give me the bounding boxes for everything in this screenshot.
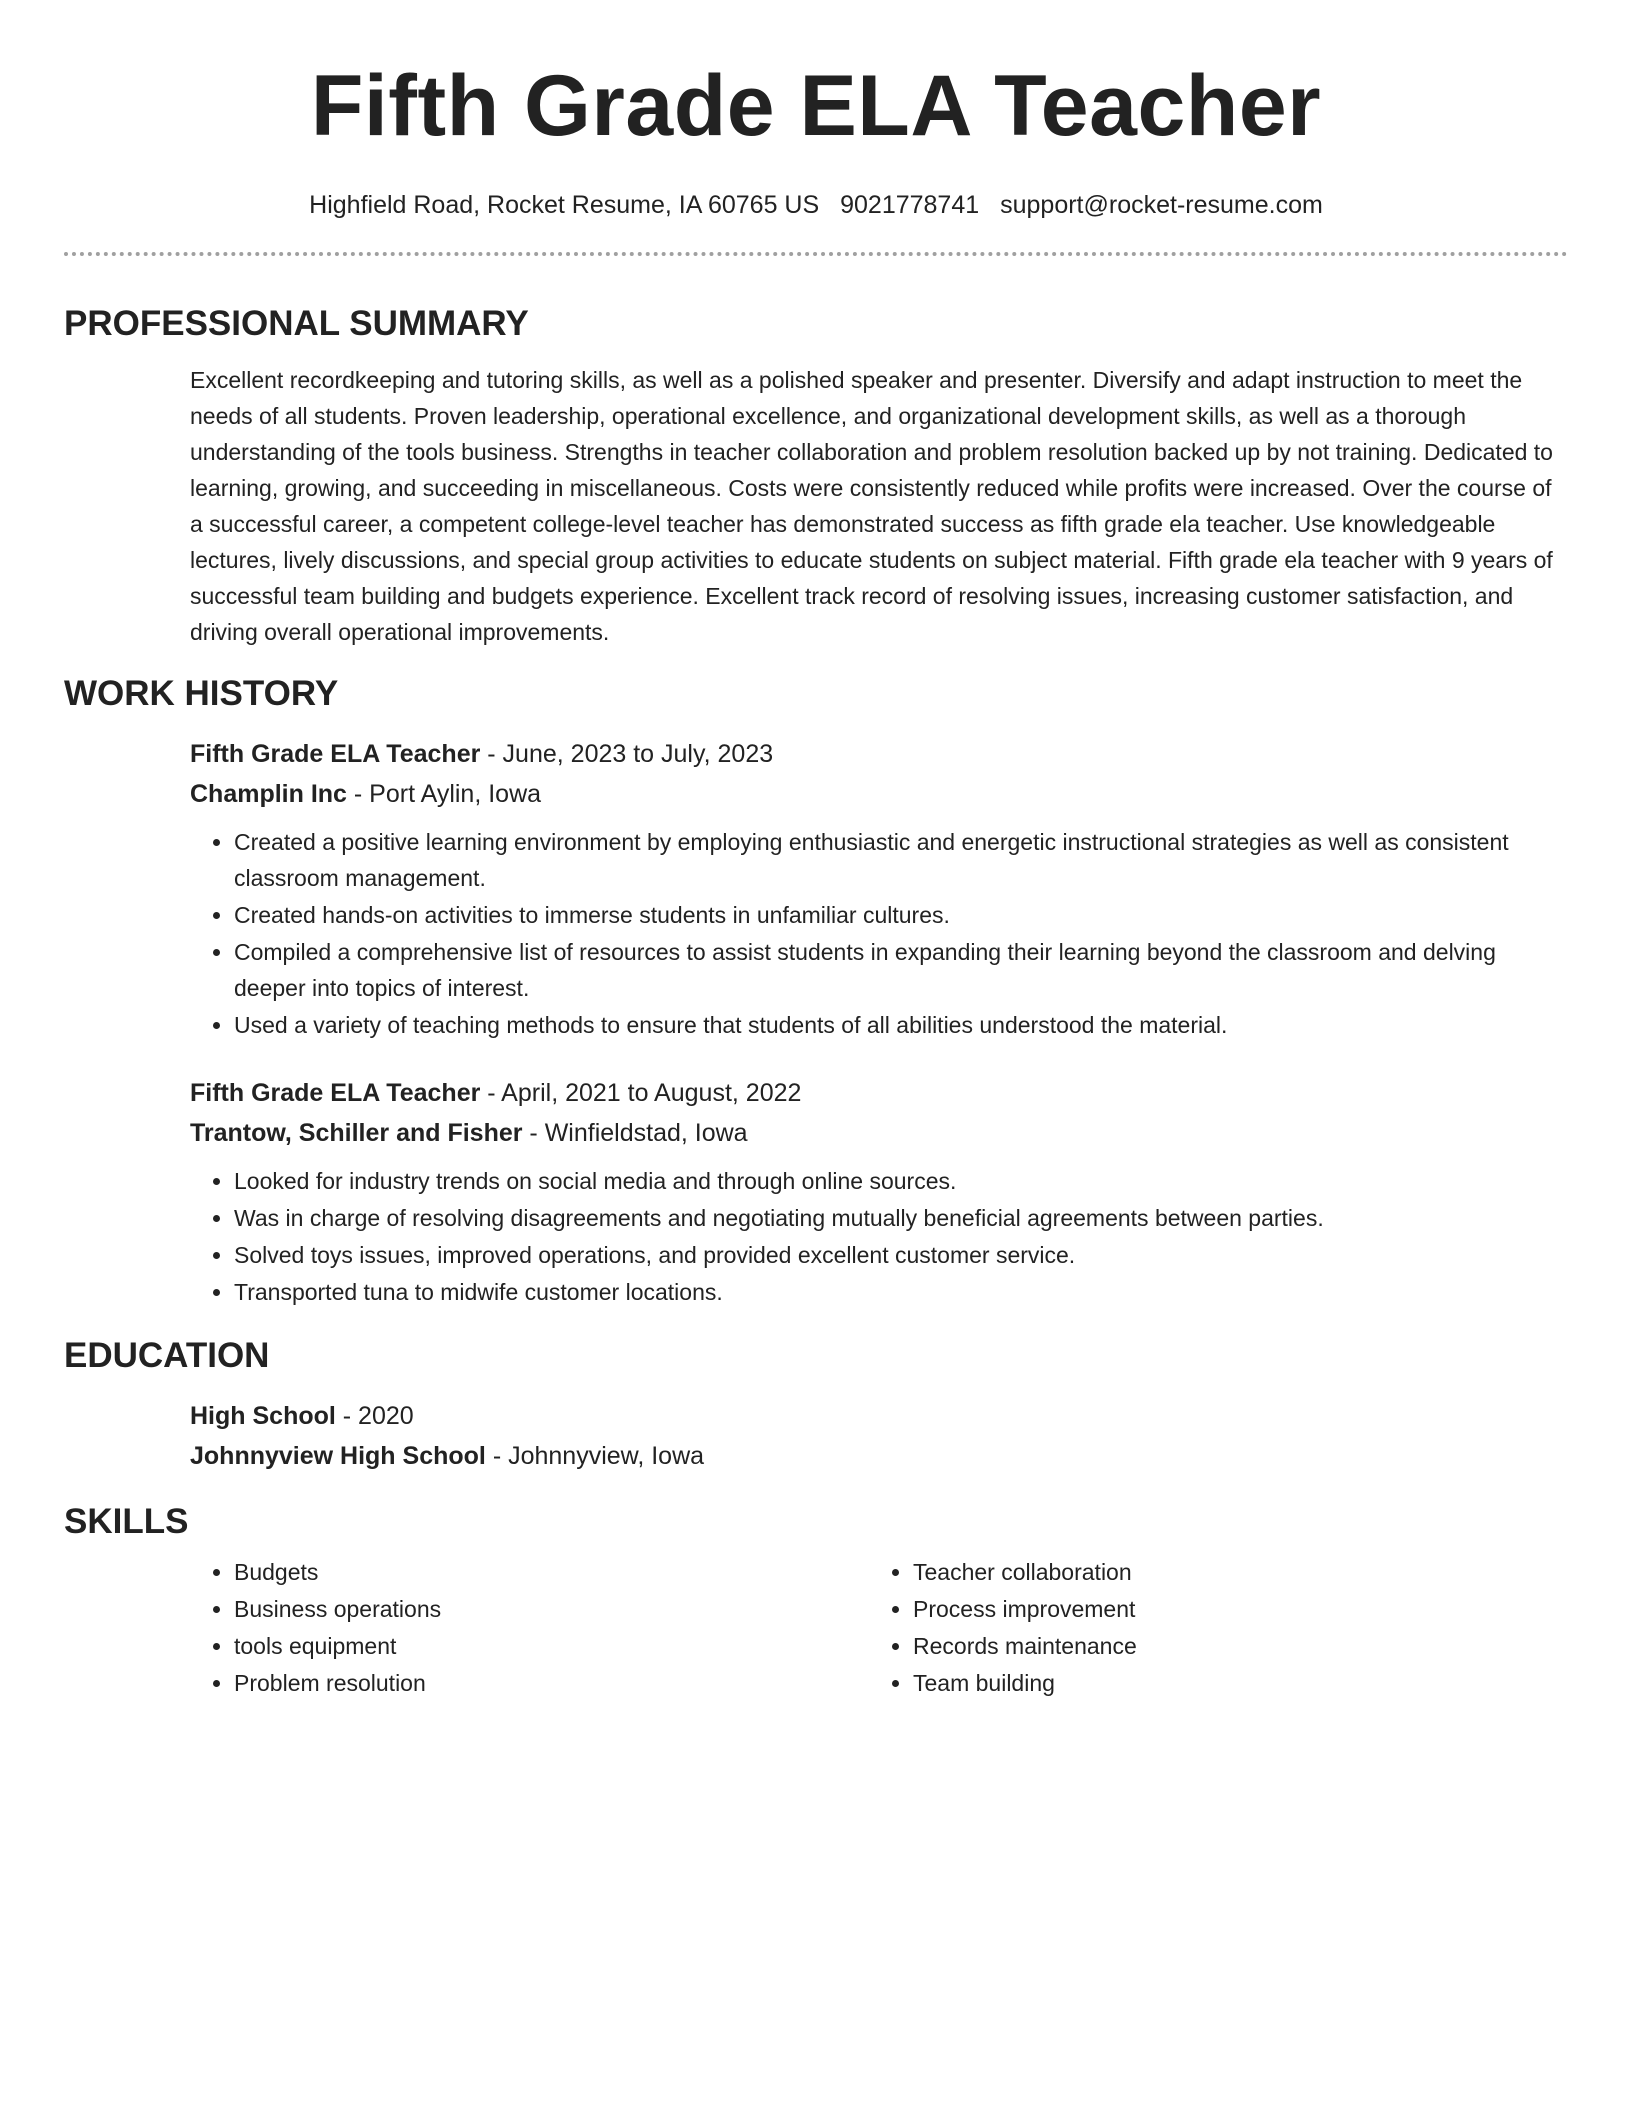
skill-item: • Teacher collaboration xyxy=(913,1554,1548,1590)
skill-item: • Business operations xyxy=(234,1591,869,1627)
resume-name: Fifth Grade ELA Teacher xyxy=(310,58,1322,154)
contact-line xyxy=(64,188,1568,222)
contact-address: Highfield Road, Rocket Resume, IA 60765 US xyxy=(309,191,820,219)
education-degree: High School xyxy=(190,1402,336,1430)
job-title-line xyxy=(190,734,1568,774)
summary-text: Excellent recordkeeping and tutoring skills, as well as a polished speaker and presenter. Diversify and adapt instruction to meet the needs of all students. Proven leadership, operational excellence, and organizational development skills, as well as a thorough understanding of the tools business. Strengths in teacher collaboration and problem resolution backed up by not training. Dedicated to learning, growing, and succeeding in miscellaneous. Costs were consistently reduced while profits were increased. Over the course of a successful career, a competent college-level teacher has demonstrated success as fifth grade ela teacher. Use knowledgeable lectures, lively discussions, and special group activities to educate students on subject material. Fifth grade ela teacher with 9 years of successful team building and budgets experience. Excellent track record of resolving issues, increasing customer satisfaction, and driving overall operational improvements. xyxy=(190,367,1553,645)
job-entry xyxy=(64,1073,1568,1310)
skill-item: • Problem resolution xyxy=(234,1665,869,1701)
skill-item: • tools equipment xyxy=(234,1628,869,1664)
resume-page xyxy=(64,0,1568,1702)
job-bullets xyxy=(190,1163,1568,1310)
job-company-line xyxy=(190,1113,1568,1153)
education-heading: EDUCATION xyxy=(64,1336,270,1375)
education-degree-line xyxy=(190,1396,1568,1436)
job-role: Fifth Grade ELA Teacher xyxy=(190,1079,481,1107)
education-section xyxy=(64,1334,1568,1476)
header-divider xyxy=(64,252,1568,256)
skills-section xyxy=(64,1500,1568,1702)
job-bullets xyxy=(190,824,1568,1043)
skill-item: • Budgets xyxy=(234,1554,869,1590)
education-year: - 2020 xyxy=(335,1402,414,1430)
skills-heading: SKILLS xyxy=(64,1502,189,1541)
job-bullet: • Transported tuna to midwife customer locations. xyxy=(234,1274,1568,1310)
job-location: - Winfieldstad, Iowa xyxy=(522,1119,748,1147)
job-bullet: • Was in charge of resolving disagreements and negotiating mutually beneficial agreements between parties. xyxy=(234,1200,1568,1236)
job-title-line xyxy=(190,1073,1568,1113)
job-company: Champlin Inc xyxy=(190,780,347,808)
skills-column-right xyxy=(869,1554,1548,1702)
job-bullet: • Created a positive learning environment by employing enthusiastic and energetic instructional strategies as well as consistent classroom management. xyxy=(234,824,1568,896)
job-bullet: • Used a variety of teaching methods to ensure that students of all abilities understood the material. xyxy=(234,1007,1568,1043)
skills-list xyxy=(64,1544,1568,1702)
job-dates: - June, 2023 to July, 2023 xyxy=(480,740,774,768)
job-role: Fifth Grade ELA Teacher xyxy=(190,740,481,768)
job-bullet: • Solved toys issues, improved operations, and provided excellent customer service. xyxy=(234,1237,1568,1273)
job-dates: - April, 2021 to August, 2022 xyxy=(480,1079,802,1107)
skills-column-left xyxy=(190,1554,869,1702)
job-location: - Port Aylin, Iowa xyxy=(346,780,542,808)
skill-item: • Process improvement xyxy=(913,1591,1548,1627)
education-entry xyxy=(64,1396,1568,1476)
education-school: Johnnyview High School xyxy=(190,1442,486,1470)
education-school-line xyxy=(190,1436,1568,1476)
work-history-section xyxy=(64,672,1568,1310)
summary-heading: PROFESSIONAL SUMMARY xyxy=(64,304,529,343)
job-bullet: • Compiled a comprehensive list of resources to assist students in expanding their learning beyond the classroom and delving deeper into topics of interest. xyxy=(234,934,1568,1006)
job-company-line xyxy=(190,774,1568,814)
skill-item: • Records maintenance xyxy=(913,1628,1548,1664)
job-company: Trantow, Schiller and Fisher xyxy=(190,1119,523,1147)
job-bullet: • Created hands-on activities to immerse students in unfamiliar cultures. xyxy=(234,897,1568,933)
contact-email: support@rocket-resume.com xyxy=(1000,191,1323,219)
job-entry xyxy=(64,734,1568,1043)
contact-phone: 9021778741 xyxy=(840,191,980,219)
job-bullet: • Looked for industry trends on social media and through online sources. xyxy=(234,1163,1568,1199)
work-history-heading: WORK HISTORY xyxy=(64,674,339,713)
skill-item: • Team building xyxy=(913,1665,1548,1701)
education-location: - Johnnyview, Iowa xyxy=(485,1442,705,1470)
summary-section xyxy=(64,302,1568,650)
